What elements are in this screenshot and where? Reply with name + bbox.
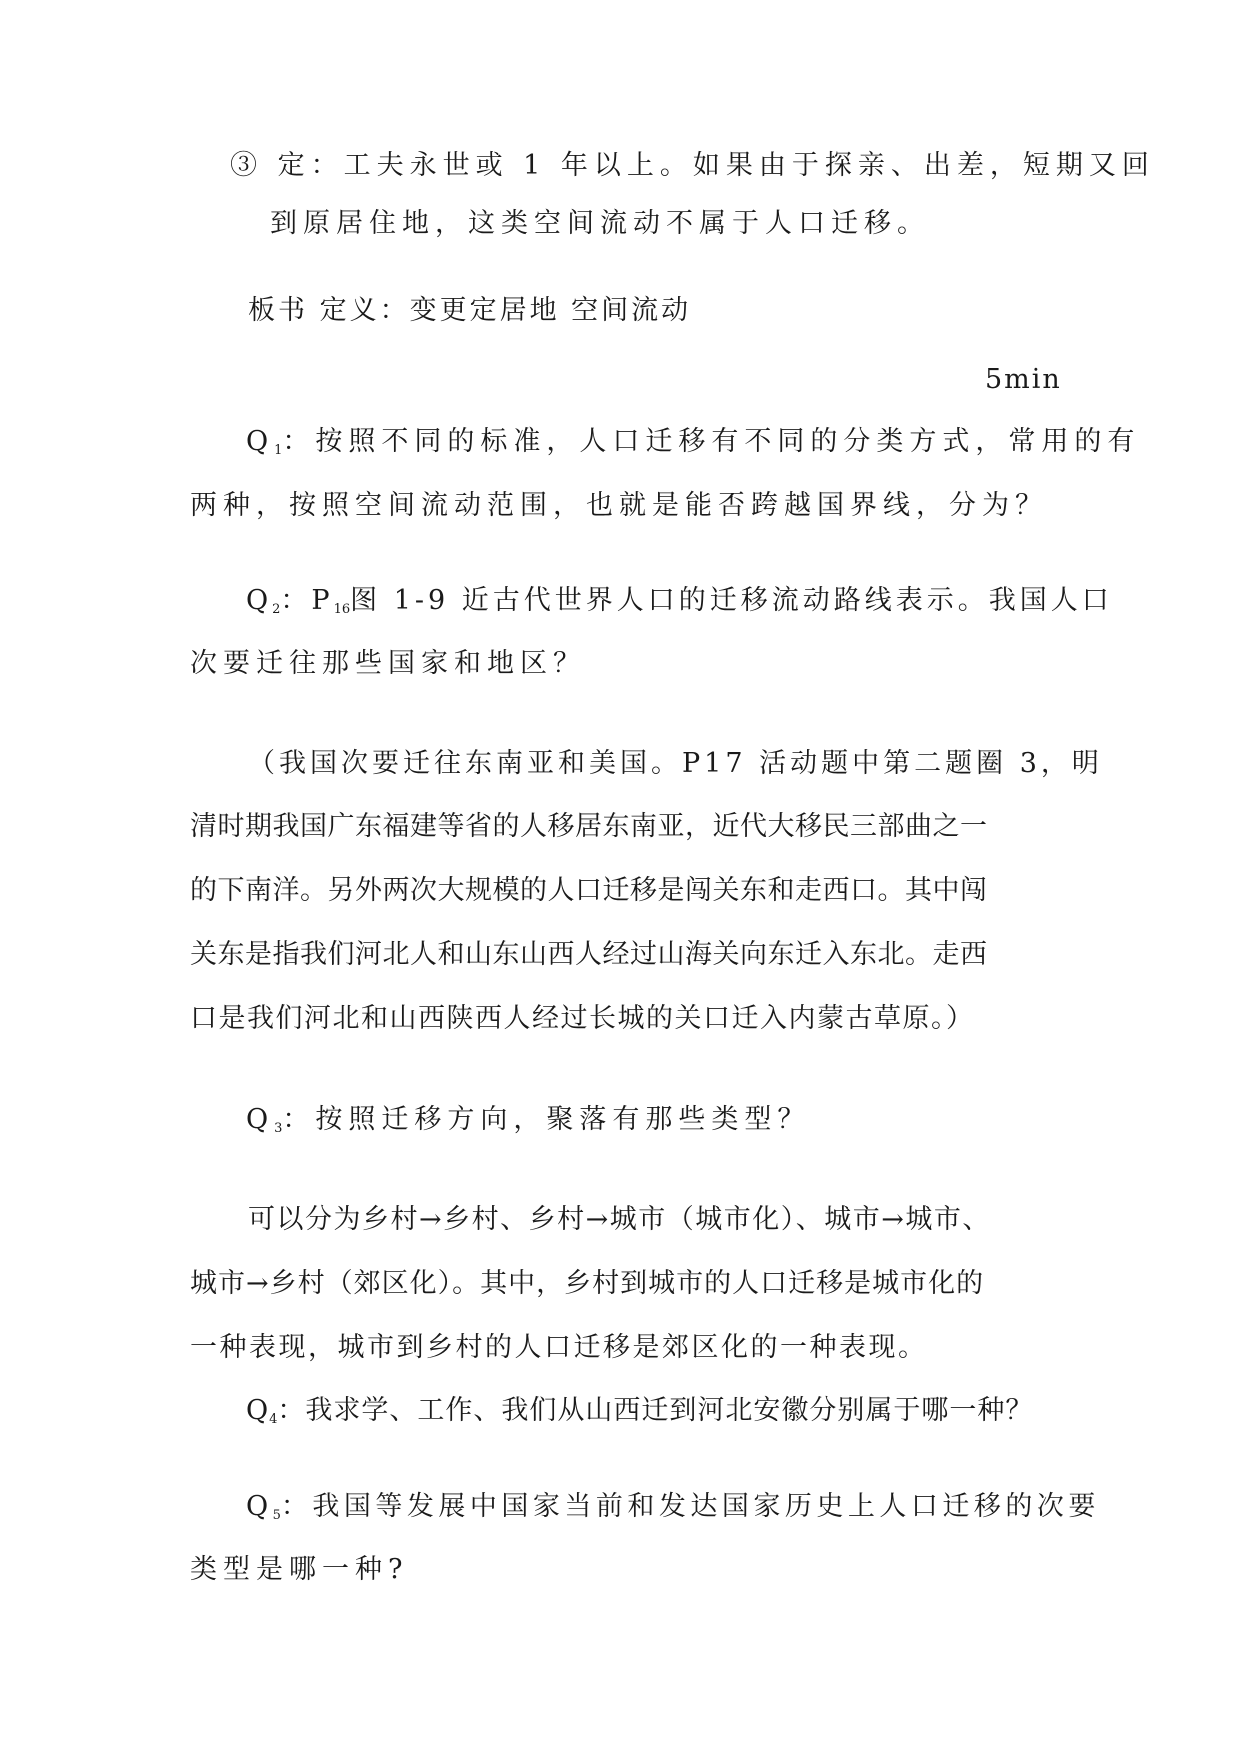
q5-line-2: 类型是哪一种?: [190, 1554, 409, 1585]
time-note: 5min: [985, 364, 1062, 395]
q5-line-1: $Q_5$：我国等发展中国家当前和发达国家历史上人口迁移的次要: [246, 1491, 1100, 1523]
types-line-2: 城市→乡村（郊区化）。其中，乡村到城市的人口迁移是城市化的: [190, 1268, 985, 1299]
answer-line-3: 的下南洋。另外两次大规模的人口迁移是闯关东和走西口。其中闯: [190, 875, 988, 906]
q1-line-1: $Q_1$：按照不同的标准，人口迁移有不同的分类方式，常用的有: [246, 426, 1141, 458]
board-note: 板书 定义：变更定居地 空间流动: [248, 295, 692, 326]
answer-line-2: 清时期我国广东福建等省的人移居东南亚，近代大移民三部曲之一: [190, 811, 988, 842]
q3-line-1: $Q_3$：按照迁移方向，聚落有那些类型？: [246, 1104, 811, 1136]
answer-line-5: 口是我们河北和山西陕西人经过长城的关口迁入内蒙古草原。）: [190, 1003, 975, 1034]
q1-line-2: 两种，按照空间流动范围，也就是能否跨越国界线，分为？: [190, 490, 1048, 521]
types-line-1: 可以分为乡村→乡村、乡村→城市（城市化）、城市→城市、: [248, 1204, 991, 1235]
point-3-line-1: ③ 定：工夫永世或 1 年以上。如果由于探亲、出差，短期又回: [230, 150, 1155, 181]
point-3-line-2: 到原居住地，这类空间流动不属于人口迁移。: [270, 208, 930, 239]
types-line-3: 一种表现，城市到乡村的人口迁移是郊区化的一种表现。: [190, 1332, 928, 1363]
q2-line-1: $Q_2$：$P_{16}$图 1-9 近古代世界人口的迁移流动路线表示。我国人口: [246, 585, 1113, 617]
answer-line-1: （我国次要迁往东南亚和美国。P17 活动题中第二题圈 3，明: [248, 748, 1103, 779]
answer-line-4: 关东是指我们河北人和山东山西人经过山海关向东迁入东北。走西: [190, 939, 988, 970]
q2-line-2: 次要迁往那些国家和地区？: [190, 648, 586, 679]
q4-line-1: $Q_4$：我求学、工作、我们从山西迁到河北安徽分别属于哪一种？: [246, 1395, 1034, 1427]
